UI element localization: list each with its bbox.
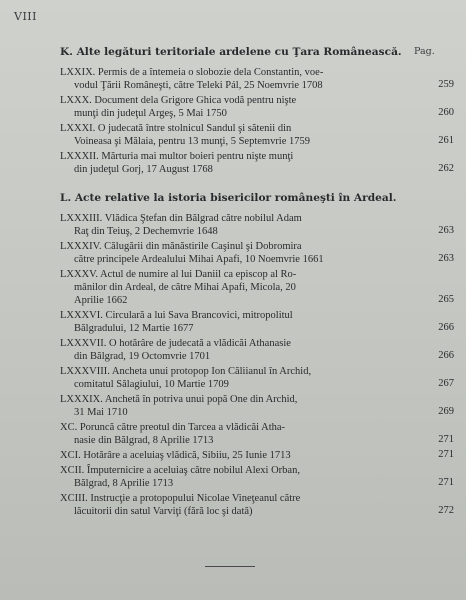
toc-page-number: 271	[438, 434, 454, 445]
toc-entry-lxxxvii	[60, 337, 418, 363]
entry-line: Bălgradului, 12 Martie 1677	[74, 323, 194, 335]
entry-line: LXXXV. Actul de numire al lui Daniil ca episcop al Ro-	[60, 269, 297, 280]
entry-line: XCI. Hotărâre a aceluiaş vlădică, Sibiiu, 25 Iunie 1713	[60, 450, 291, 461]
toc-page-number: 272	[438, 505, 454, 516]
toc-entry-xci	[60, 449, 418, 462]
toc-page-number: 266	[438, 350, 454, 361]
entry-line: 31 Mai 1710	[74, 407, 128, 419]
toc-entry-lxxxii	[60, 150, 418, 176]
entry-line: Bălgrad, 8 Aprilie 1713	[74, 478, 174, 490]
toc-page-number: 261	[438, 135, 454, 146]
toc-page-number: 263	[438, 253, 454, 264]
toc-page-number: 262	[438, 163, 454, 174]
toc-page-number: 269	[438, 406, 454, 417]
section-l-title: L. Acte relative la istoria bisericilor româneşti în Ardeal.	[60, 192, 397, 204]
toc-entry-lxxix	[60, 66, 418, 92]
entry-line: LXXX. Document dela Grigore Ghica vodă pentru nişte	[60, 95, 297, 106]
toc-page-number: 267	[438, 378, 454, 389]
entry-line: Raţ din Teiuş, 2 Dechemvrie 1648	[74, 226, 218, 238]
toc-entry-lxxxiii	[60, 212, 418, 238]
entry-line: LXXXI. O judecată între stolnicul Sandul şi sătenii din	[60, 123, 292, 134]
entry-line: din judeţul Gorj, 17 August 1768	[74, 164, 213, 176]
entry-line: din Bălgrad, 19 Octomvrie 1701	[74, 351, 211, 363]
page-number: VIII	[14, 10, 37, 23]
entry-line: munţi din judeţul Argeş, 5 Mai 1750	[74, 108, 227, 120]
entry-line: XCII. Împuternicire a aceluiaş către nobilul Alexi Orban,	[60, 465, 300, 476]
toc-page-number: 266	[438, 322, 454, 333]
toc-entry-lxxxi	[60, 122, 418, 148]
toc-entry-lxxxiv	[60, 240, 418, 266]
end-divider	[205, 566, 255, 567]
entry-line: XC. Poruncă către preotul din Tarcea a vlădicăi Atha-	[60, 422, 286, 433]
pag-column-label: Pag.	[414, 46, 435, 57]
entry-line: LXXXIX. Anchetă în potriva unui popă One din Archid,	[60, 394, 298, 405]
entry-line: LXXXIII. Vlădica Ştefan din Bălgrad către nobilul Adam	[60, 213, 302, 224]
toc-page-number: 271	[438, 449, 454, 460]
entry-line: LXXXVIII. Ancheta unui protopop Ion Căliianul în Archid,	[60, 366, 312, 377]
entry-line: LXXXVI. Circulară a lui Sava Brancovici, mitropolitul	[60, 310, 293, 321]
entry-line: mânilor din Ardeal, de către Mihai Apafi, Micola, 20	[74, 282, 296, 294]
toc-page-number: 265	[438, 294, 454, 305]
entry-line: LXXXVII. O hotărâre de judecată a vlădicăi Athanasie	[60, 338, 291, 349]
toc-entry-lxxx	[60, 94, 418, 120]
toc-page-number: 259	[438, 79, 454, 90]
toc-page-number: 263	[438, 225, 454, 236]
entry-line: către principele Ardealului Mihai Apafi, 10 Noemvrie 1661	[74, 254, 324, 266]
toc-page-number: 260	[438, 107, 454, 118]
entry-line: Voineasa şi Mălaia, pentru 13 munţi, 5 Septemvrie 1759	[74, 136, 311, 148]
toc-entry-lxxxix	[60, 393, 418, 419]
entry-line: lăcuitorii din satul Varviţi (fără loc şi dată)	[74, 506, 253, 518]
entry-line: LXXXIV. Călugării din mănăstirile Caşinul şi Dobromira	[60, 241, 302, 252]
entry-line: XCIII. Instrucţie a protopopului Nicolae Vineţeanul către	[60, 493, 301, 504]
entry-line: LXXIX. Permis de a întemeia o slobozie dela Constantin, voe-	[60, 67, 324, 78]
entry-line: vodul Ţării Româneşti, către Teleki Pál, 25 Noemvrie 1708	[74, 80, 323, 92]
toc-entry-lxxxv	[60, 268, 418, 308]
entry-line: Aprilie 1662	[74, 295, 128, 307]
section-k-title: K. Alte legături teritoriale ardelene cu Ţara Românească.	[60, 46, 402, 58]
toc-entry-xc	[60, 421, 418, 447]
toc-entry-xciii	[60, 492, 418, 518]
toc-entry-lxxxvi	[60, 309, 418, 335]
toc-entry-xcii	[60, 464, 418, 490]
toc-entry-lxxxviii	[60, 365, 418, 391]
entry-line: nasie din Bălgrad, 8 Aprilie 1713	[74, 435, 214, 447]
entry-line: comitatul Sălagiului, 10 Martie 1709	[74, 379, 229, 391]
toc-page-number: 271	[438, 477, 454, 488]
entry-line: LXXXII. Mărturia mai multor boieri pentru nişte munţi	[60, 151, 294, 162]
